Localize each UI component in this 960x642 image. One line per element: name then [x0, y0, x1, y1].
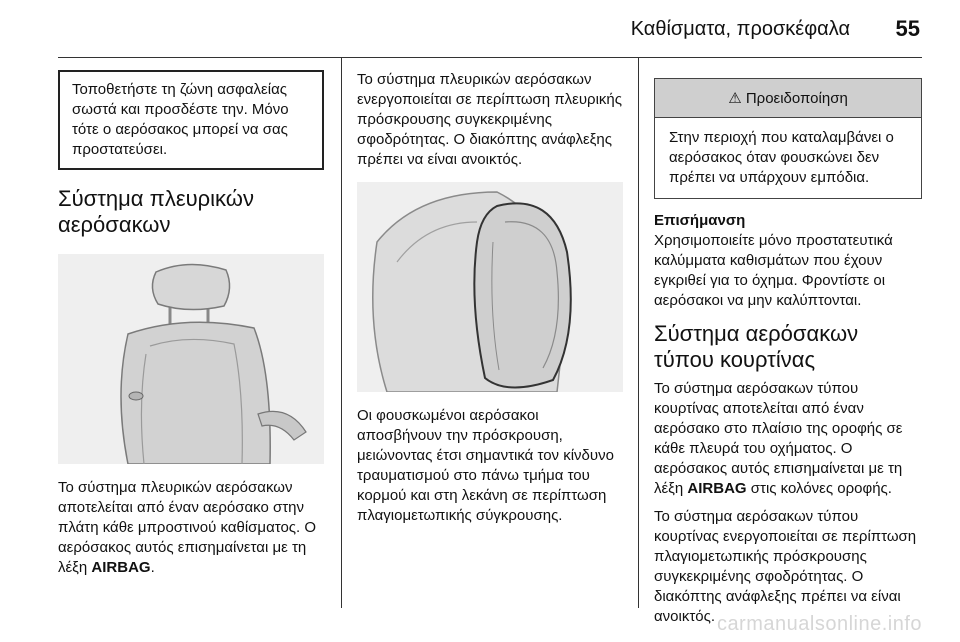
watermark: carmanualsonline.info [716, 613, 922, 635]
seat-drawing [58, 254, 324, 464]
page-number: 55 [895, 16, 920, 41]
side-airbag-activation-text: Το σύστημα πλευρικών αερόσακων ενεργοποιείται σε περίπτωση πλευρικής πρόσκρουσης συγκεκριμένης σφοδρότητας. Ο διακόπτης ανάφλεξης πρέπει να είναι ανοικτός. [357, 71, 622, 168]
curtain-airbag-heading: Σύστημα αερόσακων τύπου κουρτίνας [654, 321, 859, 372]
inflated-side-airbag-illustration [357, 182, 623, 392]
curtain-airbag-description-text: Το σύστημα αερόσακων τύπου κουρτίνας αποτελείται από έναν αερόσακο στο πλαίσιο της οροφής σε κάθε πλευρά του οχήματος. Ο αερόσακος αυτός επισημαίνεται με τη λέξη [654, 380, 903, 497]
warning-box [654, 78, 922, 199]
seatbelt-note-text: Τοποθετήστε τη ζώνη ασφαλείας σωστά και προσδέστε την. Μόνο τότε ο αερόσακος μπορεί να σας προστατεύσει. [72, 81, 289, 158]
inflated-airbag-effect-text: Οι φουσκωμένοι αερόσακοι αποσβήνουν την πρόσκρουση, μειώνοντας έτσι σημαντικά τον κίνδυνο τραυματισμού στο πάνω τμήμα του κορμού και στη λεκάνη σε περίπτωση πλαγιομετωπικής σύγκρουσης. [357, 407, 614, 524]
warning-body: Στην περιοχή που καταλαμβάνει ο αερόσακος όταν φουσκώνει δεν πρέπει να υπάρχουν εμπόδια. [669, 129, 894, 186]
note-text: Χρησιμοποιείτε μόνο προστατευτικά καλύμματα καθισμάτων που έχουν εγκριθεί για το όχημα. Φροντίστε οι αερόσακοι να μην καλύπτονται. [654, 232, 893, 309]
warning-header [655, 79, 921, 118]
airbag-label-bold: AIRBAG [91, 559, 151, 576]
column-divider-2 [638, 58, 639, 608]
inflated-airbag-drawing [357, 182, 623, 392]
side-airbag-description [58, 478, 324, 578]
curtain-airbag-label-bold: AIRBAG [687, 480, 747, 497]
column-middle [357, 70, 623, 534]
column-left [58, 70, 324, 586]
page-header-title: Καθίσματα, προσκέφαλα [630, 18, 850, 40]
curtain-airbag-description [654, 379, 922, 499]
seatbelt-note-box [58, 70, 324, 170]
side-airbag-description-end: . [150, 559, 155, 576]
seat-illustration [58, 254, 324, 464]
warning-title: Προειδοποίηση [745, 90, 848, 107]
side-airbag-description-text: Το σύστημα πλευρικών αερόσακων αποτελείται από έναν αερόσακο στην πλάτη κάθε μπροστινού καθίσματος. Ο αερόσακος αυτός επισημαίνεται με τη λέξη [58, 479, 317, 576]
curtain-airbag-description-end: στις κολόνες οροφής. [746, 480, 892, 497]
column-right [654, 78, 922, 635]
note-title: Επισήμανση [654, 212, 746, 229]
side-airbag-heading: Σύστημα πλευρικών αερόσακων [58, 186, 254, 237]
curtain-airbag-activation-text: Το σύστημα αερόσακων τύπου κουρτίνας ενεργοποιείται σε περίπτωση πλαγιομετωπικής πρόσκρουσης συγκεκριμένης σφοδρότητας. Ο διακόπτης ανάφλεξης πρέπει να είναι ανοικτός. [654, 508, 917, 625]
warning-triangle-icon: ⚠ [728, 90, 742, 107]
header-divider [58, 57, 922, 58]
column-divider-1 [341, 58, 342, 608]
